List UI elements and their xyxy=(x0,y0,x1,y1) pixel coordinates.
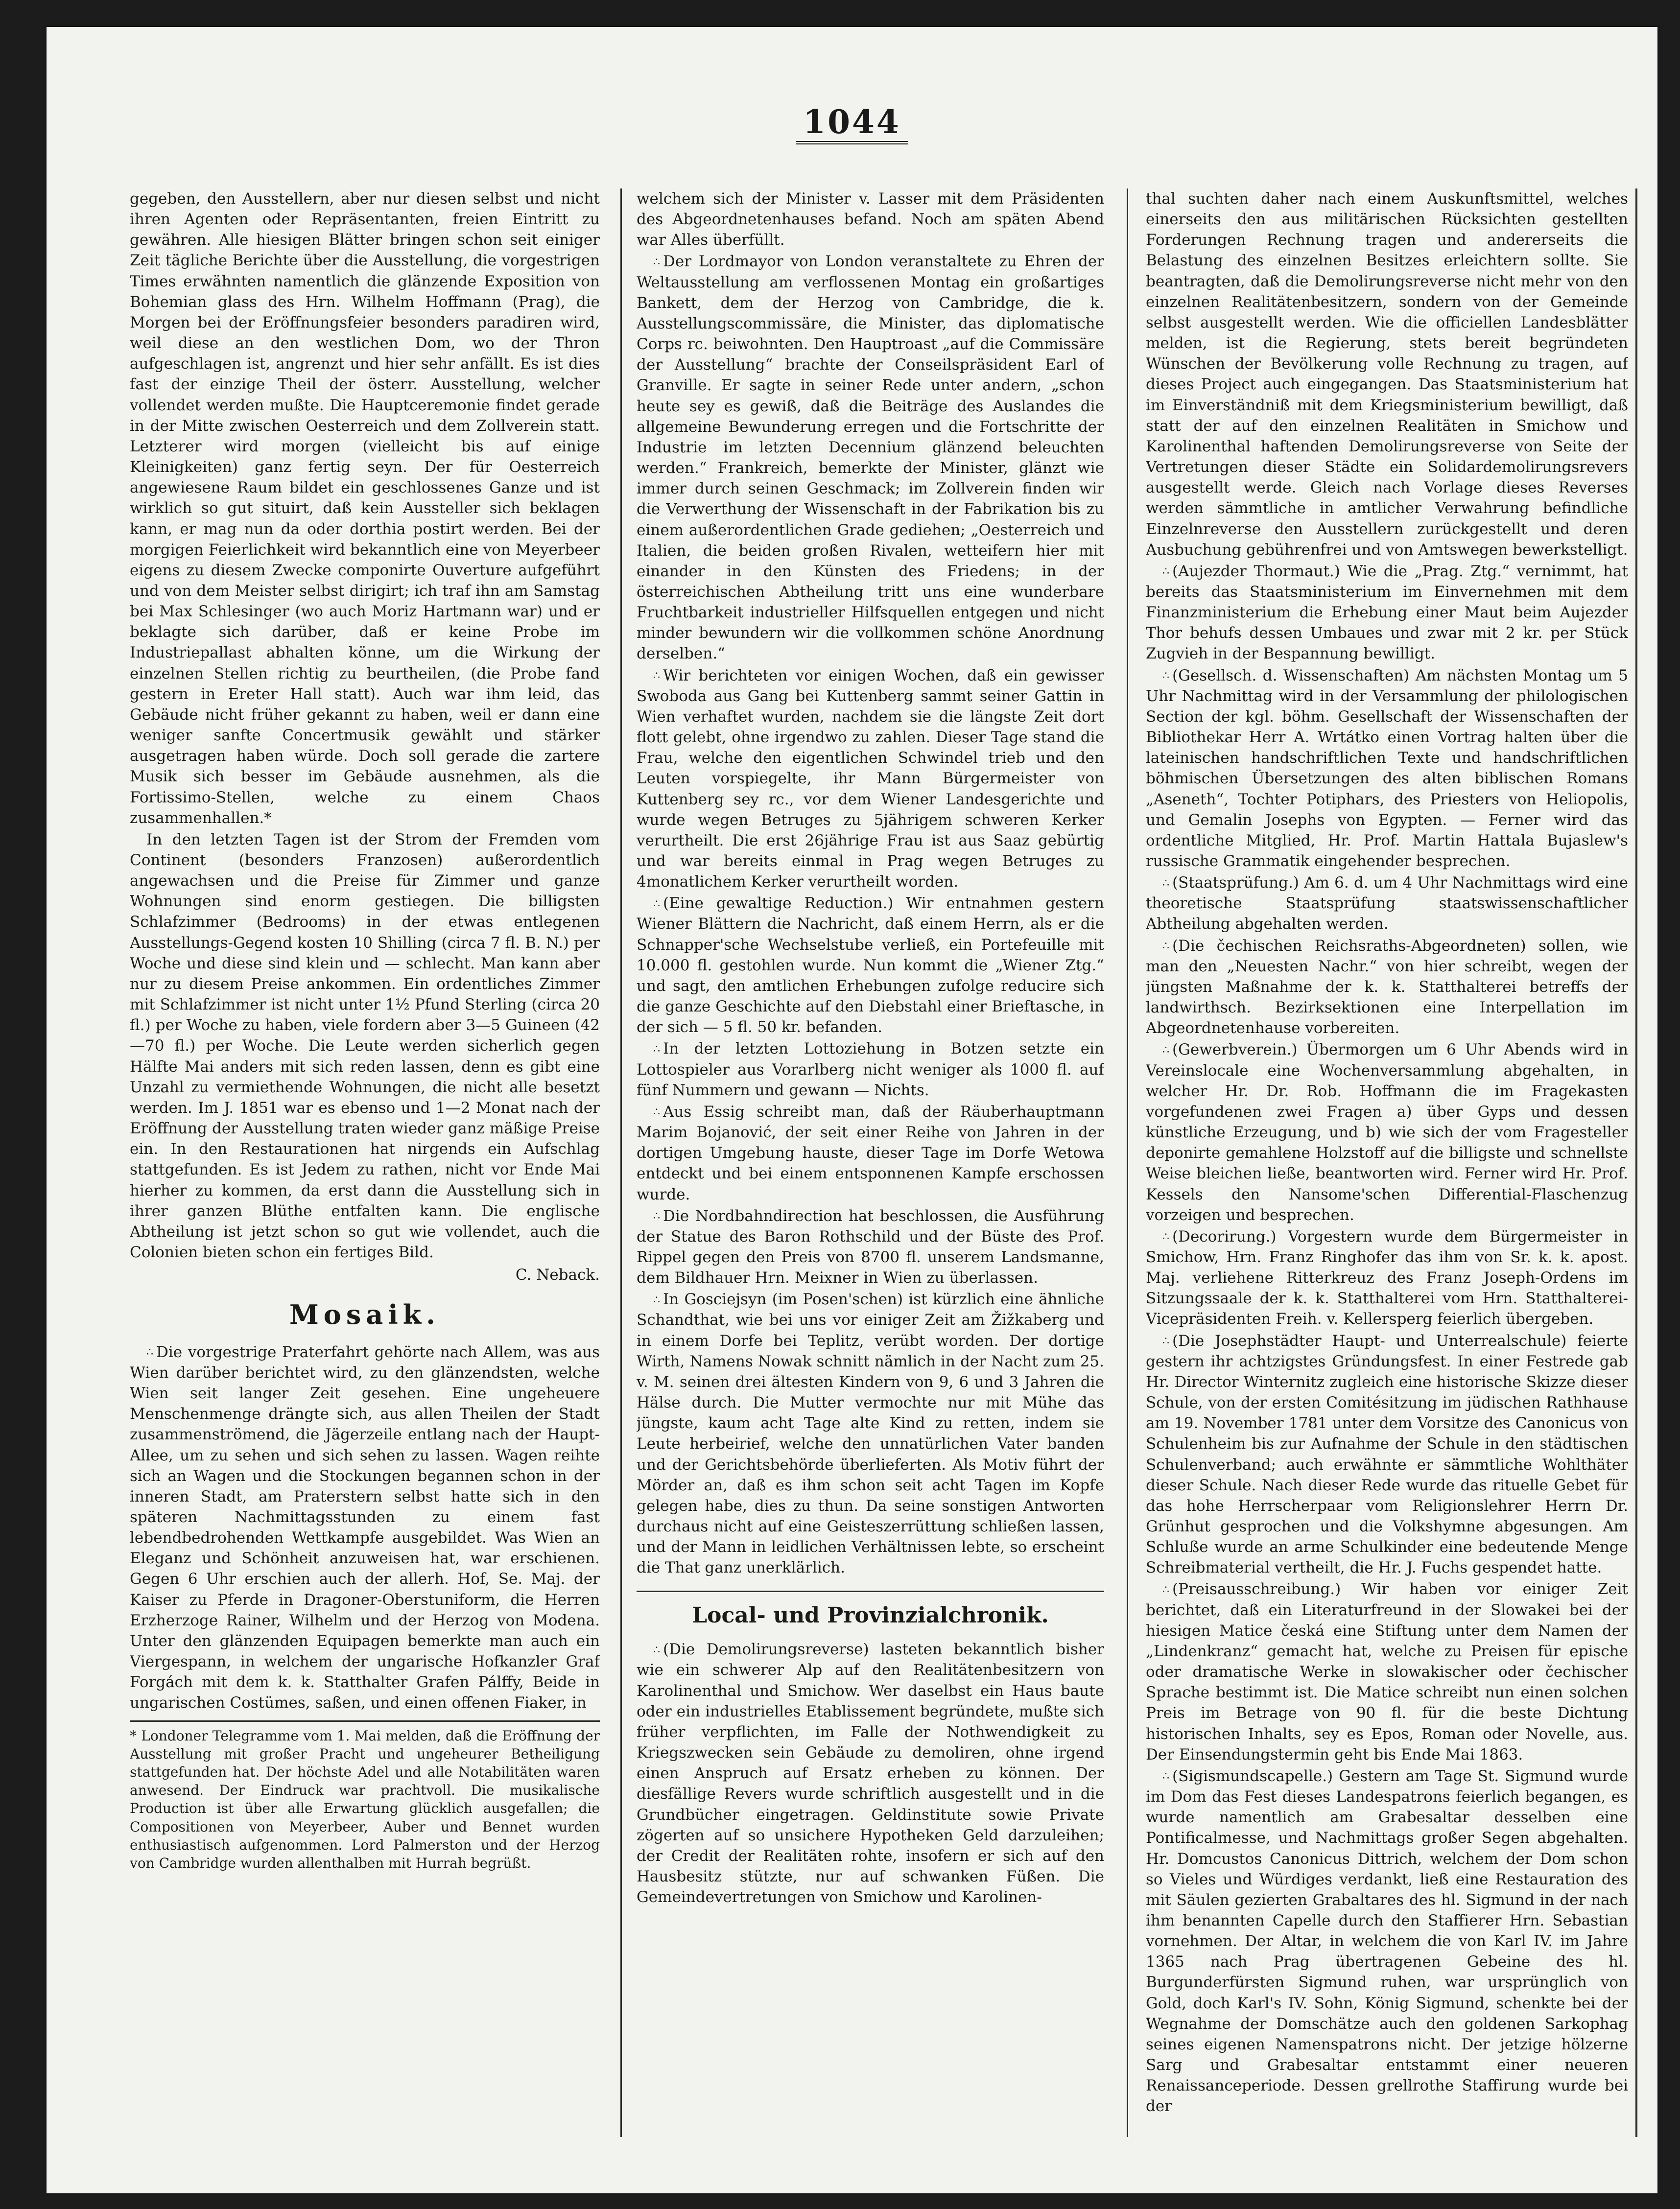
article-paragraph: ∴ (Gewerbverein.) Übermorgen um 6 Uhr Abends wird in Vereinslocale eine Wochenversammlung abgehalten, in welcher Hr. Dr. Rob. Hoffmann die im Fragekasten vorgefundenen zwei Fragen a) über Gyps und dessen künstliche Erzeugung, und b) wie sich der vom Fragesteller deponirte gemahlene Holzstoff auf die billigste und schnellste Weise bleichen ließe, beantworten wird. Ferner wird Hr. Prof. Kessels den Nansome'schen Differential-Flaschenzug vorzeigen und besprechen. xyxy=(1146,1041,1628,1224)
paragraph-mark-icon: ∴ xyxy=(1162,1584,1169,1597)
paragraph-mark-icon: ∴ xyxy=(1162,670,1169,682)
section-heading-local-chronicle: Local- und Provinzialchronik. xyxy=(637,1591,1104,1630)
paragraph-mark-icon: ∴ xyxy=(653,1210,660,1223)
article-paragraph: In den letzten Tagen ist der Strom der Fremden vom Continent (besonders Franzosen) außerordentlich angewachsen und die Preise für Zimmer und ganze Wohnungen sind enorm gestiegen. Die billigsten Schlafzimmer (Bedrooms) in der etwas entlegenen Ausstellungs-Gegend kosten 10 Shilling (circa 7 fl. B. N.) per Woche und diese sind klein und — schlecht. Man kann aber nur zu diesem Preise ankommen. Ein ordentliches Zimmer mit Schlafzimmer ist nicht unter 1½ Pfund Sterling (circa 20 fl.) per Woche zu haben, viele fordern aber 3—5 Guineen (42—70 fl.) per Woche. Die Leute werden sicherlich gegen Hälfte Mai anders mit sich reden lassen, denn es gibt eine Unzahl zu vermiethende Wohnungen, die nicht alle besetzt werden. Im J. 1851 war es ebenso und 1—2 Monat nach der Eröffnung der Ausstellung traten wieder ganz mäßige Preise ein. In den Restaurationen hat nirgends ein Aufschlag stattgefunden. Es ist Jedem zu rathen, nicht vor Ende Mai hierher zu kommen, da erst dann die Ausstellung sich in ihrer ganzen Blüthe entfalten kann. Die englische Abtheilung ist jetzt schon so gut wie vollendet, auch die Colonien bieten schon ein fertiges Bild. xyxy=(130,830,600,1261)
article-paragraph: gegeben, den Ausstellern, aber nur diesen selbst und nicht ihren Agenten oder Repräsentanten, freien Eintritt zu gewähren. Alle hiesigen Blätter bringen schon seit einiger Zeit tägliche Berichte über die Ausstellung, die vorgestrigen Times erwähnten namentlich die glänzende Exposition von Bohemian glass des Hrn. Wilhelm Hoffmann (Prag), die Morgen bei der Eröffnungsfeier besonders paradiren wird, weil diese an den westlichen Dom, wo der Thron aufgeschlagen ist, angrenzt und hier sehr anfällt. Es ist dies fast der einzige Theil der österr. Ausstellung, welcher vollendet werden mußte. Die Hauptceremonie findet gerade in der Mitte zwischen Oesterreich und dem Zollverein statt. Letzterer wird morgen (vielleicht bis auf einige Kleinigkeiten) ganz fertig seyn. Der für Oesterreich angewiesene Raum bildet ein geschlossenes Ganze und ist wirklich so gut situirt, daß kein Aussteller sich beklagen kann, er mag nun da oder dorthia postirt werden. Bei der morgigen Feierlichkeit wird bekanntlich eine von Meyerbeer eigens zu diesem Zwecke componirte Ouverture aufgeführt und von dem Meister selbst dirigirt; ich traf ihn am Samstag bei Max Schlesinger (wo auch Moriz Hartmann war) und er beklagte sich darüber, daß er keine Probe im Industriepallast abhalten könne, um die Wirkung der einzelnen Stellen richtig zu beurtheilen, (die Probe fand gestern in Ereter Hall statt). Auch war ihm leid, das Gebäude nicht früher gekannt zu haben, weil er dann eine weniger sanfte Concertmusik gewählt und stärker ausgetragen haben würde. Doch soll gerade die zartere Musik sich besser im Gebäude ausnehmen, als die Fortissimo-Stellen, welche zu einem Chaos zusammenhallen.* xyxy=(130,190,600,827)
column-2 xyxy=(637,188,1104,2147)
article-paragraph: ∴ (Staatsprüfung.) Am 6. d. um 4 Uhr Nachmittags wird eine theoretische Staatsprüfung staatswissenschaftlicher Abtheilung abgehalten werden. xyxy=(1146,874,1628,933)
article-paragraph: ∴ Der Lordmayor von London veranstaltete zu Ehren der Weltausstellung am verflossenen Montag ein großartiges Bankett, dem der Herzog von Cambridge, die k. Ausstellungscommissäre, die Minister, das diplomatische Corps rc. beiwohnten. Den Hauptroast „auf die Commissäre der Ausstellung“ brachte der Conseilspräsident Earl of Granville. Er sagte in seiner Rede unter andern, „schon heute sey es gewiß, daß die Beiträge des Auslandes die allgemeine Bewunderung erregen und die Fortschritte der Industrie im letzten Decennium glänzend beleuchten werden.“ Frankreich, bemerkte der Minister, glänzt wie immer durch seinen Geschmack; im Zollverein finden wir die Verwerthung der Wissenschaft in der Fabrikation bis zu einem außerordentlichen Grade gediehen; „Oesterreich und Italien, die beiden großen Rivalen, wetteifern hier mit einander in den Künsten des Friedens; in der österreichischen Abtheilung tritt uns eine wunderbare Fruchtbarkeit industrieller Hilfsquellen entgegen und nicht minder bewundern wir die vollkommen schöne Anordnung derselben.“ xyxy=(637,253,1104,663)
paragraph-mark-icon: ∴ xyxy=(653,1293,660,1306)
section-heading-mosaik: Mosaik. xyxy=(289,1299,440,1331)
article-paragraph: ∴ Wir berichteten vor einigen Wochen, daß ein gewisser Swoboda aus Gang bei Kuttenberg sammt seiner Gattin in Wien verhaftet wurden, nachdem sie die längste Zeit dort flott gelebt, ohne irgendwo zu zahlen. Dieser Tage stand die Frau, welche den eigentlichen Schwindel trieb und den Leuten vorspiegelte, ihr Mann Bürgermeister von Kuttenberg sey rc., vor dem Wiener Landesgerichte und wurde wegen Betruges zu 5jährigem schweren Kerker verurtheilt. Die erst 26jährige Frau ist aus Saaz gebürtig und war bereits einmal in Prag wegen Betruges zu 4monatlichem Kerker verurtheilt worden. xyxy=(637,666,1104,891)
article-paragraph: ∴ (Sigismundscapelle.) Gestern am Tage St. Sigmund wurde im Dom das Fest dieses Landespatrons feierlich begangen, es wurde namentlich am Grabesaltar desselben eine Pontificalmesse, und Nachmittags großer Segen abgehalten. Hr. Domcustos Canonicus Dittrich, welchem der Dom schon so Vieles und Würdiges verdankt, ließ eine Restauration des mit Säulen gezierten Grabaltares des hl. Sigmund in der nach ihm benannten Capelle durch den Staffierer Hrn. Sebastian vornehmen. Der Altar, in welchem die von Karl IV. im Jahre 1365 nach Prag übertragenen Gebeine des hl. Burgunderfürsten Sigmund ruhen, war ursprünglich von Gold, doch Karl's IV. Sohn, König Sigmund, schenkte bei der Wegnahme der Domschätze auch den goldenen Sarkophag seines eigenen Namenspatrons nicht. Der jetzige hölzerne Sarg und Grabesaltar entstammt einer neueren Renaissanceperiode. Dessen grellrothe Staffirung wurde bei der xyxy=(1146,1767,1628,2115)
author-signature: C. Neback. xyxy=(515,1266,600,1284)
paragraph-mark-icon: ∴ xyxy=(1162,877,1169,890)
article-paragraph: ∴ (Die čechischen Reichsraths-Abgeordneten) sollen, wie man den „Neuesten Nachr.“ von hier schreibt, wegen der jüngsten Maßnahme der k. k. Statthalterei betreffs der landwirthsch. Bezirksektionen eine Interpellation im Abgeordnetenhause vorbereiten. xyxy=(1146,937,1628,1037)
newspaper-page xyxy=(47,27,1657,2193)
article-paragraph: ∴ (Die Demolirungsreverse) lasteten bekanntlich bisher wie ein schwerer Alp auf den Realitätenbesitzern von Karolinenthal und Smichow. Wer daselbst ein Haus baute oder ein industrielles Etablissement begründete, mußte sich früher verpflichten, im Falle der Nothwendigkeit zu Kriegszwecken sein Gebäude zu demoliren, ohne irgend einen Anspruch auf Ersatz erheben zu können. Der diesfällige Revers wurde schriftlich ausgestellt und in die Grundbücher eingetragen. Geldinstitute sowie Private zögerten auf so unsichere Hypotheken Geld darzuleihen; der Credit der Realitäten rohte, insofern er sich auf den Hausbesitz stützte, nur auf schwanken Füßen. Die Gemeindevertretungen von Smichow und Karolinen- xyxy=(637,1641,1104,1906)
column-3 xyxy=(1146,188,1628,2147)
paragraph-mark-icon: ∴ xyxy=(653,897,660,910)
article-paragraph: ∴ Die Nordbahndirection hat beschlossen, die Ausführung der Statue des Baron Rothschild und der Büste des Prof. Rippel gegen den Preis von 8700 fl. unserem Landsmanne, dem Bildhauer Hrn. Meixner in Wien zu überlassen. xyxy=(637,1207,1104,1287)
article-paragraph: ∴ (Preisausschreibung.) Wir haben vor einiger Zeit berichtet, daß ein Literaturfreund in der Slowakei bei der hiesigen Matice česká eine Stiftung unter dem Namen der „Lindenkranz“ gemacht hat, welche zu Preisen für epische oder dramatische Werke in slowakischer oder čechischer Sprache bestimmt ist. Die Matice schreibt nun einen solchen Preis im Betrage von 90 fl. für die beste Dichtung historischen Inhalts, sey es Epos, Roman oder Novelle, aus. Der Einsendungstermin geht bis Ende Mai 1863. xyxy=(1146,1580,1628,1763)
article-paragraph: welchem sich der Minister v. Lasser mit dem Präsidenten des Abgeordnetenhauses befand. Noch am späten Abend war Alles überfüllt. xyxy=(637,190,1104,249)
column-1 xyxy=(130,188,600,2147)
paragraph-mark-icon: ∴ xyxy=(1162,1335,1169,1348)
article-paragraph: thal suchten daher nach einem Auskunftsmittel, welches einerseits den aus militärischen Rücksichten gestellten Forderungen Rechnung tragen und andererseits die Belastung des einzelnen Besitzes erleichtern sollte. Sie beantragten, daß die Demolirungsreverse nicht mehr von den einzelnen Realitätenbesitzern, sondern von der Gemeinde selbst ausgestellt werden. Wie die officiellen Landesblätter melden, ist die Regierung, stets bereit begründeten Wünschen der Bevölkerung volle Rechnung zu tragen, auf dieses Project auch eingegangen. Das Staatsministerium hat im Einverständniß mit dem Kriegsministerium bewilligt, daß statt der auf den einzelnen Realitäten in Smichow und Karolinenthal haftenden Demolirungsreverse von Seite der Vertretungen dieser Städte ein Solidardemolirungsrevers ausgestellt werde. Gleich nach Vorlage dieses Reverses werden sämmtliche in amtlicher Verwahrung befindliche Einzelnreverse den Ausstellern zurückgestellt und deren Ausbuchung gebührenfrei und von Amtswegen bewerkstelligt. xyxy=(1146,190,1628,559)
article-paragraph: ∴ (Gesellsch. d. Wissenschaften) Am nächsten Montag um 5 Uhr Nachmittag wird in der Versammlung der philologischen Section der kgl. böhm. Gesellschaft der Wissenschaften der Bibliothekar Herr A. Wrtátko einen Vortrag halten über die lateinischen handschriftlichen Texte und handschriftlichen böhmischen Übersetzungen des alten biblischen Romans „Aseneth“, Tochter Potiphars, des Priesters von Heliopolis, und Gemalin Josephs von Egypten. — Ferner wird das ordentliche Mitglied, Hr. Prof. Martin Hattala Bujaslew's russische Grammatik eingehender besprechen. xyxy=(1146,666,1628,870)
article-paragraph: ∴ In der letzten Lottoziehung in Botzen setzte ein Lottospieler aus Vorarlberg nicht weniger als 1000 fl. auf fünf Nummern und gewann — Nichts. xyxy=(637,1040,1104,1099)
paragraph-mark-icon: ∴ xyxy=(653,1043,660,1056)
paragraph-mark-icon: ∴ xyxy=(1162,565,1169,578)
footnote: * Londoner Telegramme vom 1. Mai melden, daß die Eröffnung der Ausstellung mit großer Pracht und ungeheurer Betheiligung stattgefunden hat. Der höchste Adel und alle Notabilitäten waren anwesend. Der Eindruck war prachtvoll. Die musikalische Production ist über alle Erwartung glücklich ausgefallen; die Compositionen von Meyerbeer, Auber und Bennet wurden enthusiastisch aufgenommen. Lord Palmerston und der Herzog von Cambridge wurden allenthalben mit Hurrah begrüßt. xyxy=(130,1720,600,1873)
paragraph-mark-icon: ∴ xyxy=(1162,1231,1169,1244)
article-paragraph: ∴ Aus Essig schreibt man, daß der Räuberhauptmann Marim Bojanović, der seit einer Reihe von Jahren in der dortigen Umgebung hauste, dieser Tage im Dorfe Wetowa entdeckt und bei einem entsponnenen Kampfe erschossen wurde. xyxy=(637,1103,1104,1203)
article-paragraph: ∴ (Eine gewaltige Reduction.) Wir entnahmen gestern Wiener Blättern die Nachricht, daß einem Herrn, als er die Schnapper'sche Wechselstube verließ, ein Portefeuille mit 10.000 fl. gestohlen wurde. Nun kommt die „Wiener Ztg.“ und sagt, den amtlichen Erhebungen zufolge reducire sich die ganze Geschichte auf den Diebstahl einer Brieftasche, in der sich — 5 fl. 50 kr. befanden. xyxy=(637,894,1104,1036)
paragraph-mark-icon: ∴ xyxy=(653,1106,660,1119)
article-paragraph: ∴ (Die Josephstädter Haupt- und Unterrealschule) feierte gestern ihr achtzigstes Gründungsfest. In einer Festrede gab Hr. Director Winternitz zugleich eine historische Skizze dieser Schule, von der ersten Comitésitzung im jüdischen Rathhause am 19. November 1781 unter dem Vorsitze des Canonicus von Schulenheim bis zur Aufnahme der Schule in den städtischen Schulenverband; auch erwähnte er sämmtliche Wohlthäter dieser Schule. Nach dieser Rede wurde das rituelle Gebet für das hohe Herrscherpaar vom Religionslehrer Herrn Dr. Grünhut gesprochen und die Volkshymne abgesungen. Am Schluße wurde an arme Schulkinder eine bedeutende Menge Schreibmaterial vertheilt, die Hr. J. Fuchs gespendet hatte. xyxy=(1146,1332,1628,1577)
page-number: 1044 xyxy=(47,103,1657,141)
paragraph-mark-icon: ∴ xyxy=(653,670,660,682)
paragraph-mark-icon: ∴ xyxy=(1162,940,1169,953)
paragraph-mark-icon: ∴ xyxy=(653,256,660,269)
paragraph-mark-icon: ∴ xyxy=(653,1644,660,1656)
article-paragraph: ∴ (Aujezder Thormaut.) Wie die „Prag. Ztg.“ vernimmt, hat bereits das Staatsministerium im Einvernehmen mit dem Finanzministerium die Erhebung einer Maut beim Aujezder Thor behufs dessen Umbaues und zwar mit 2 kr. per Stück Zugvieh in der Bespannung bewilligt. xyxy=(1146,562,1628,663)
page-edge-rule xyxy=(1635,188,1637,2137)
article-paragraph: ∴ Die vorgestrige Praterfahrt gehörte nach Allem, was aus Wien darüber berichtet wird, zu den glänzendsten, welche Wien seit langer Zeit gesehen. Eine ungeheuere Menschenmenge drängte sich, aus allen Theilen der Stadt zusammenströmend, die Jägerzeile entlang nach der Haupt-Allee, um zu sehen und sich sehen zu lassen. Wagen reihte sich an Wagen und die Stockungen begannen schon in der inneren Stadt, am Praterstern selbst hatte sich in den späteren Nachmittagsstunden zu einem fast lebendbedrohenden Wettkampfe ausgebildet. Was Wien an Eleganz und Schönheit anzuweisen hat, war erschienen. Gegen 6 Uhr erschien auch der allerh. Hof, Se. Maj. der Kaiser zu Pferde in Dragoner-Oberstuniform, die Herren Erzherzoge Rainer, Wilhelm und der Herzog von Modena. Unter den glänzenden Equipagen bemerkte man auch ein Viergespann, in welchem der ungarische Hofkanzler Graf Forgách mit dem k. k. Statthalter Grafen Pálffy, Beide in ungarischen Costümes, saßen, und einen offenen Fiaker, in xyxy=(130,1343,600,1712)
article-paragraph: ∴ (Decorirung.) Vorgestern wurde dem Bürgermeister in Smichow, Hrn. Franz Ringhofer das ihm von Sr. k. k. apost. Maj. verliehene Ritterkreuz des Franz Joseph-Ordens im Sitzungssaale der k. k. Statthalterei vom Hrn. Statthalterei-Vicepräsidenten Freih. v. Kellersperg feierlich übergeben. xyxy=(1146,1227,1628,1328)
article-paragraph: ∴ In Gosciejsyn (im Posen'schen) ist kürzlich eine ähnliche Schandthat, wie bei uns vor einiger Zeit am Žižkaberg und in einem Dorfe bei Teplitz, verübt worden. Der dortige Wirth, Namens Nowak schnitt nämlich in der Nacht zum 25. v. M. seinen drei ältesten Kindern von 9, 6 und 3 Jahren die Hälse durch. Die Mutter vermochte nur mit Mühe das jüngste, kaum acht Tage alte Kind zu retten, indem sie Leute herbeirief, welche den unnatürlichen Vater banden und der Gerichtsbehörde überlieferten. Als Motiv führt der Mörder an, daß es ihm schon seit acht Tagen im Kopfe gelegen habe, dies zu thun. Da seine sonstigen Antworten durchaus nicht auf eine Geisteszerrüttung schließen lassen, und der Mann in leidlichen Verhältnissen lebte, so erscheint die That ganz unerklärlich. xyxy=(637,1291,1104,1577)
paragraph-mark-icon: ∴ xyxy=(146,1346,153,1359)
text-columns xyxy=(130,188,1628,2147)
paragraph-mark-icon: ∴ xyxy=(1162,1044,1169,1057)
paragraph-mark-icon: ∴ xyxy=(1162,1770,1169,1783)
